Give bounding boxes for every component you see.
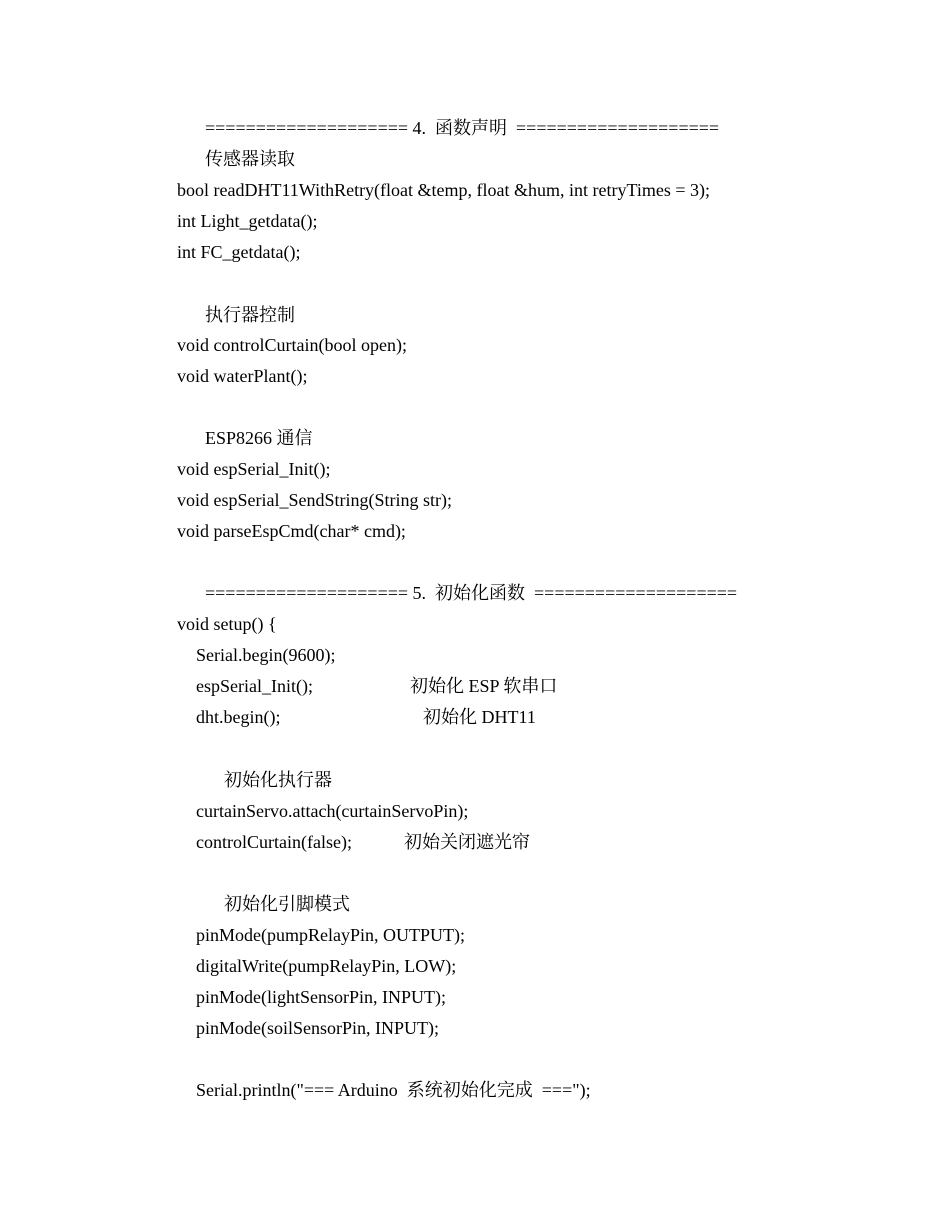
- inline-comment: 初始化 ESP 软串口: [410, 676, 558, 696]
- comment-actuator-control: 执行器控制: [205, 305, 295, 325]
- code-line: dht.begin();: [196, 707, 281, 727]
- inline-comment: 初始关闭遮光帘: [404, 832, 530, 852]
- code-line: Serial.begin(9600);: [196, 645, 336, 665]
- code-line: pinMode(pumpRelayPin, OUTPUT);: [196, 925, 465, 945]
- code-line: int Light_getdata();: [177, 211, 318, 231]
- code-line: void waterPlant();: [177, 366, 308, 386]
- code-line: Serial.println("=== Arduino 系统初始化完成 ===");: [196, 1080, 591, 1100]
- code-line: digitalWrite(pumpRelayPin, LOW);: [196, 956, 457, 976]
- code-line: espSerial_Init();: [196, 676, 313, 696]
- section-header-function-declarations: ==================== 4. 函数声明 ====================: [205, 118, 720, 138]
- section-header-init-functions: ==================== 5. 初始化函数 ====================: [205, 583, 738, 603]
- code-line: void parseEspCmd(char* cmd);: [177, 521, 406, 541]
- code-line: bool readDHT11WithRetry(float &temp, float &hum, int retryTimes = 3);: [177, 180, 711, 200]
- code-line: void espSerial_Init();: [177, 459, 331, 479]
- comment-init-pin-modes: 初始化引脚模式: [224, 894, 350, 914]
- code-line: void espSerial_SendString(String str);: [177, 490, 452, 510]
- code-line: void setup() {: [177, 614, 277, 634]
- comment-esp8266-communication: ESP8266 通信: [205, 428, 313, 448]
- code-line: curtainServo.attach(curtainServoPin);: [196, 801, 469, 821]
- code-line: pinMode(soilSensorPin, INPUT);: [196, 1018, 439, 1038]
- comment-init-actuators: 初始化执行器: [224, 770, 332, 790]
- comment-sensor-reading: 传感器读取: [205, 149, 295, 169]
- code-line: controlCurtain(false);: [196, 832, 352, 852]
- inline-comment: 初始化 DHT11: [423, 707, 536, 727]
- code-line: int FC_getdata();: [177, 242, 301, 262]
- code-line: pinMode(lightSensorPin, INPUT);: [196, 987, 446, 1007]
- code-line: void controlCurtain(bool open);: [177, 335, 407, 355]
